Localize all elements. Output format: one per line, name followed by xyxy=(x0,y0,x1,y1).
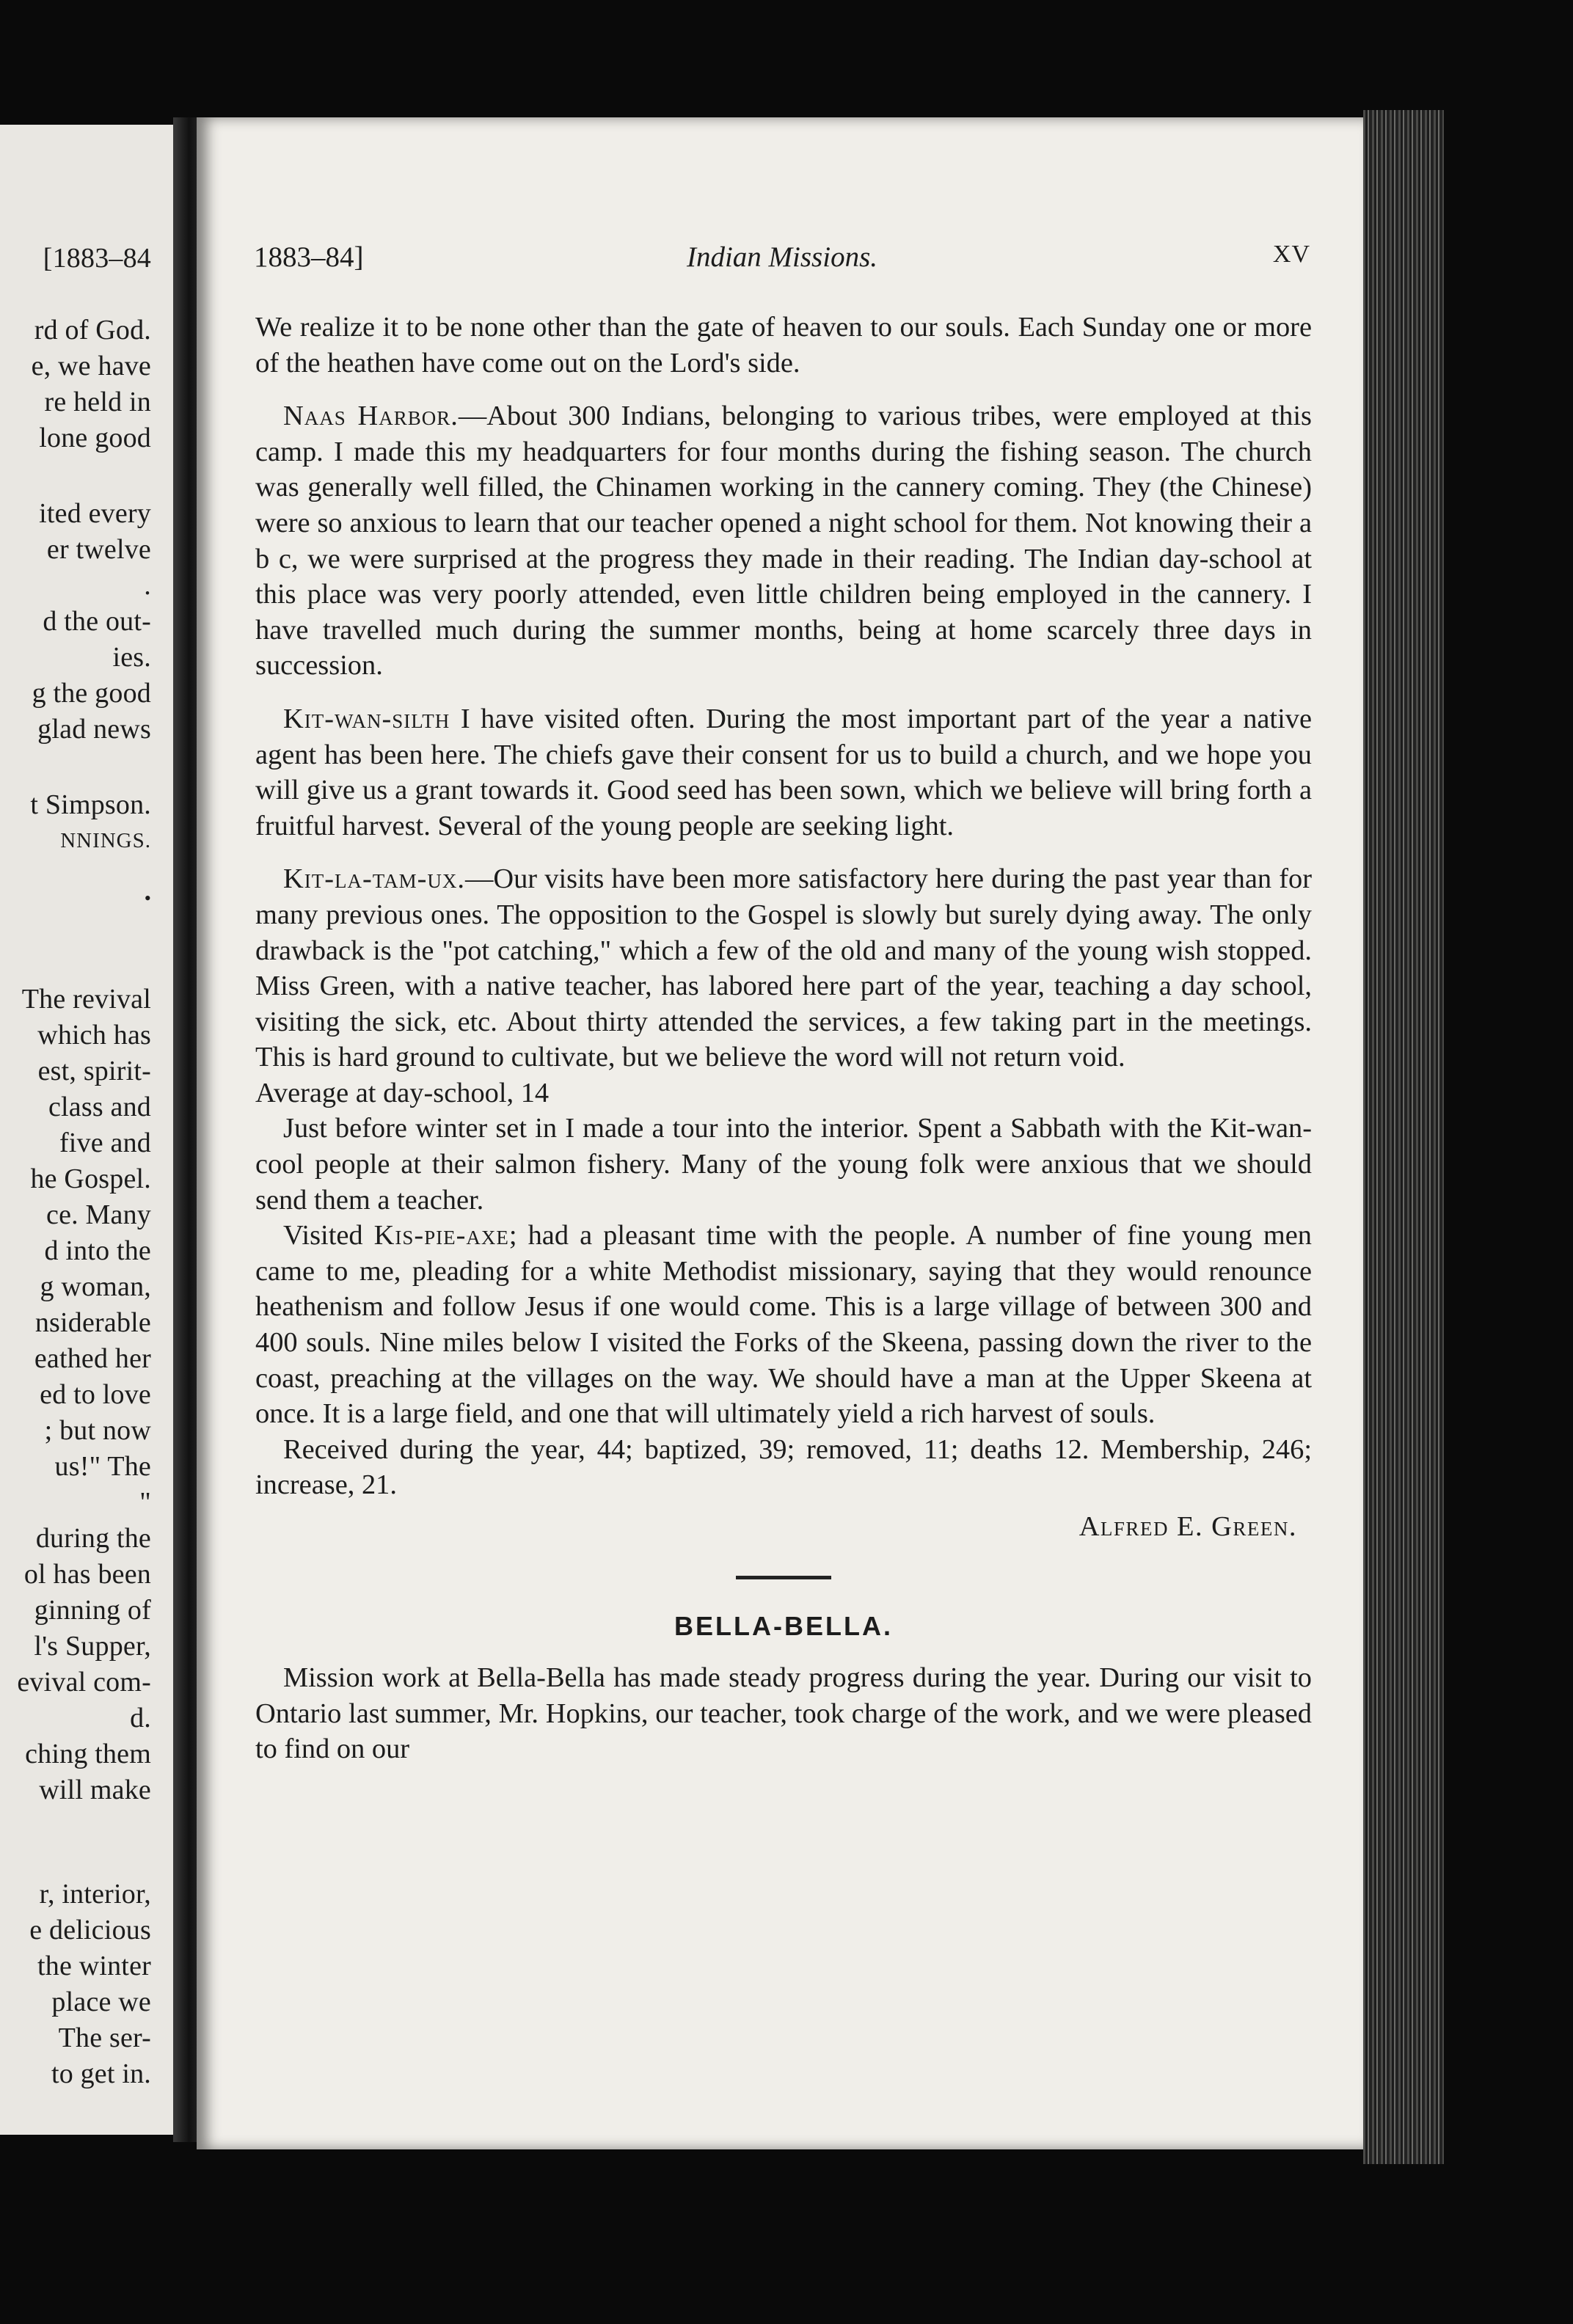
place-heading: Kit-la-tam-ux. xyxy=(283,863,465,895)
left-page-line: . xyxy=(144,570,151,601)
left-page-line: ies. xyxy=(112,642,151,673)
page-number: XV xyxy=(1272,241,1310,268)
left-facing-page xyxy=(0,125,173,2135)
left-page-line: lone good xyxy=(39,423,151,453)
page-edges xyxy=(1363,110,1444,2164)
left-page-line: d into the xyxy=(44,1235,151,1266)
left-page-line: g the good xyxy=(32,678,151,709)
left-page-line: ; but now xyxy=(44,1415,151,1446)
left-page-line: ching them xyxy=(25,1739,151,1769)
left-page-line: ol has been xyxy=(23,1559,151,1590)
left-page-line: ginning of xyxy=(34,1595,151,1626)
paragraph-text: ; had a pleasant time with the people. A number of fine young men came to me, pleading for a white Methodist missionary, saying that they would renounce heathenism and follow Jesus if one would come. This is a large village of between 300 and 400 souls. Nine miles below I visited the Forks of the Skeena, passing down the river to the coast, preaching at the villages on the way. We should have a man at the Upper Skeena at once. It is a large field, and one that will ultimately yield a rich harvest of souls. xyxy=(255,1220,1312,1430)
left-page-line: which has xyxy=(37,1020,151,1050)
left-page-line: he Gospel. xyxy=(30,1163,151,1194)
left-page-line: eathed her xyxy=(34,1343,151,1374)
left-page-line: re held in xyxy=(44,387,151,417)
left-page-line: will make xyxy=(39,1775,151,1805)
left-page-line: evival com- xyxy=(17,1667,151,1698)
left-page-line: " xyxy=(139,1487,151,1518)
left-page-line: r, interior, xyxy=(39,1879,151,1910)
paragraph-kis-pie-axe xyxy=(255,1218,1312,1432)
page-body xyxy=(255,310,1312,1767)
left-page-line: ed to love xyxy=(40,1379,151,1410)
paragraph-bella-bella: Mission work at Bella-Bella has made steady progress during the year. During our visit to Ontario last summer, Mr. Hopkins, our teacher, took charge of the work, and we were pleased to find on our xyxy=(255,1662,1312,1765)
left-page-line: glad news xyxy=(37,714,151,745)
paragraph-text: I have visited often. During the most important part of the year a native agent has been here. The chiefs gave their consent for us to build a church, and we hope you will give us a grant towards it. Good seed has been sown, which we believe will bring forth a fruitful harvest. Several of the young people are seeking light. xyxy=(255,703,1312,841)
left-page-line: us!" The xyxy=(54,1451,151,1482)
header-year: 1883–84] xyxy=(254,241,364,273)
left-page-line: during the xyxy=(35,1523,151,1554)
page-header xyxy=(254,241,1310,285)
paragraph-statistics: Received during the year, 44; baptized, 39; removed, 11; deaths 12. Membership, 246; increase, 21. xyxy=(255,1433,1312,1501)
place-heading: Kit-wan-silth xyxy=(283,703,450,734)
paragraph-text: —Our visits have been more satisfactory here during the past year than for many previous ones. The opposition to the Gospel is slowly but surely dying away. The only drawback is the "pot catching," which a few of the old and many of the young wish stopped. Miss Green, with a native teacher, has labored here part of the year, teaching a day school, visiting the sick, etc. About thirty attended the services, a few taking part in the meetings. This is hard ground to cultivate, but we believe the word will not return void. xyxy=(255,863,1312,1073)
header-title: Indian Missions. xyxy=(686,241,877,273)
left-page-line: to get in. xyxy=(51,2058,151,2089)
left-page-line: the winter xyxy=(37,1951,151,1981)
left-page-line: NNINGS. xyxy=(60,829,151,852)
place-heading: Kis-pie-axe xyxy=(373,1220,509,1251)
left-page-line: t Simpson. xyxy=(30,789,151,820)
paragraph: We realize it to be none other than the gate of heaven to our souls. Each Sunday one or more of the heathen have come out on the Lord's side. xyxy=(255,312,1312,379)
left-page-line: l's Supper, xyxy=(34,1631,151,1662)
paragraph-text: —About 300 Indians, belonging to various tribes, were employed at this camp. I made this my headquarters for four months during the fishing season. The church was generally well filled, the Chinamen working in the cannery coming. They (the Chinese) were so anxious to learn that our teacher opened a night school for them. Not knowing their a b c, we were surprised at the progress they made in their reading. The Indian day-school at this place was very poorly attended, even little children being employed in the cannery. I have travelled much during the summer months, being at home scarcely three days in succession. xyxy=(255,401,1312,682)
signature: Alfred E. Green. xyxy=(1079,1511,1297,1542)
left-page-line: est, spirit- xyxy=(37,1056,151,1086)
left-page-line: five and xyxy=(59,1128,151,1158)
section-divider xyxy=(736,1576,831,1579)
section-title: BELLA-BELLA. xyxy=(674,1610,893,1641)
paragraph-tour: Just before winter set in I made a tour into the interior. Spent a Sabbath with the Kit-wan-cool people at their salmon fishery. Many of the young folk were anxious that we should send them a teacher. xyxy=(255,1113,1312,1216)
left-page-line: er twelve xyxy=(46,534,151,565)
left-page-line: g woman, xyxy=(40,1271,151,1302)
left-page-line: d the out- xyxy=(43,606,151,637)
left-page-line: ce. Many xyxy=(46,1199,151,1230)
paragraph-text: Visited xyxy=(283,1220,374,1251)
left-page-line: • xyxy=(144,888,151,909)
left-page-line: [1883–84 xyxy=(43,243,151,274)
left-page-line: The revival xyxy=(21,984,151,1015)
place-heading: Naas Harbor. xyxy=(283,401,459,432)
left-page-line: e, we have xyxy=(31,351,151,381)
left-page-line: nsiderable xyxy=(34,1307,151,1338)
paragraph-average: Average at day-school, 14 xyxy=(255,1077,550,1108)
left-page-line: ited every xyxy=(39,498,151,529)
book-page xyxy=(197,117,1363,2149)
book-gutter xyxy=(173,117,200,2142)
left-page-line: place we xyxy=(51,1987,151,2017)
left-page-line: class and xyxy=(48,1092,151,1122)
paragraph-kit-wan-silth xyxy=(255,701,1312,844)
left-page-line: d. xyxy=(130,1703,151,1733)
paragraph-kit-la-tam-ux xyxy=(255,861,1312,1075)
left-page-line: e delicious xyxy=(29,1915,151,1945)
paragraph-naas-harbor xyxy=(255,398,1312,684)
left-page-line: The ser- xyxy=(58,2022,151,2053)
left-page-line: rd of God. xyxy=(34,315,151,346)
